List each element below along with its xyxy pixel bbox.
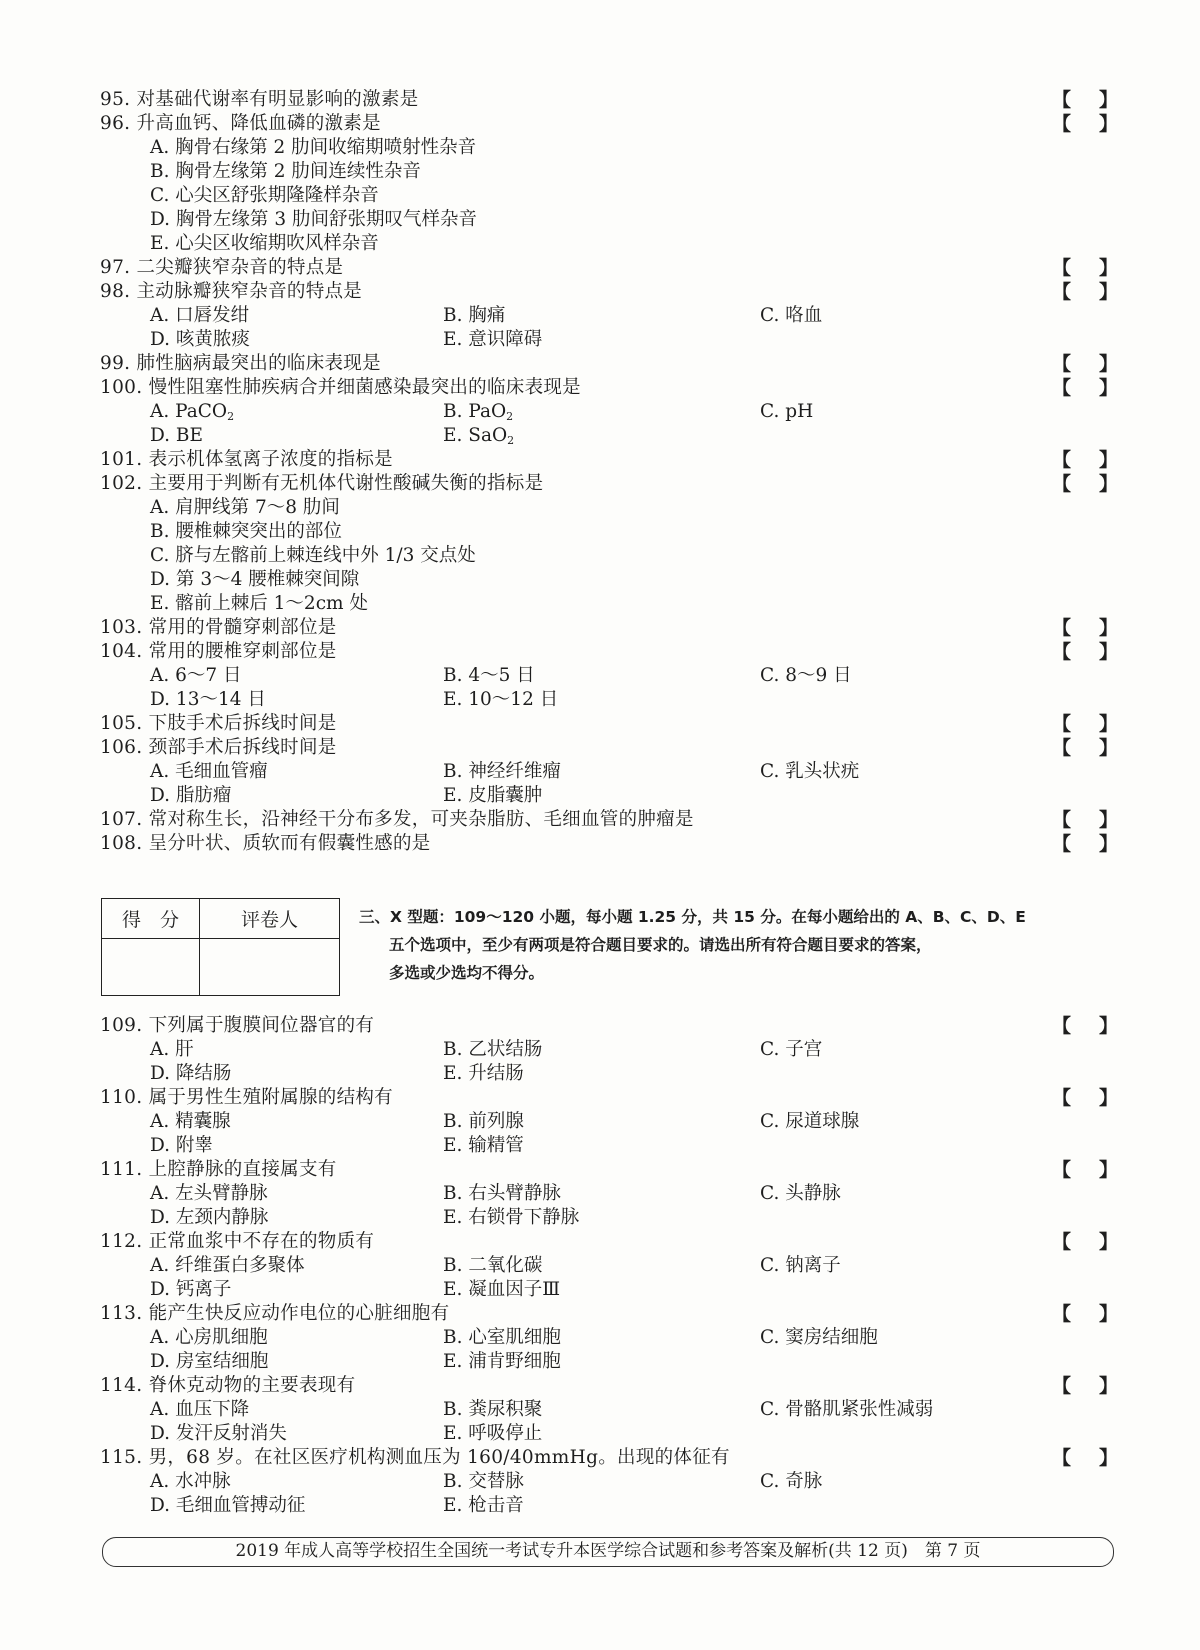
question-text: 104. 常用的腰椎穿刺部位是 [100,641,337,662]
answer-bracket[interactable]: 【 】 [1052,617,1118,639]
answer-bracket[interactable]: 【 】 [1052,641,1118,663]
option-e: E. 输精管 [443,1135,524,1156]
question-text: 96. 升高血钙、降低血磷的激素是 [100,113,381,134]
option-e: E. 呼吸停止 [443,1423,543,1444]
option-a: A. 肩胛线第 7～8 肋间 [150,497,340,518]
option-c: C. 头静脉 [760,1183,841,1204]
question-text: 109. 下列属于腹膜间位器官的有 [100,1015,375,1036]
question-95 [0,88,1200,112]
question-text: 112. 正常血浆中不存在的物质有 [100,1231,375,1252]
option-d: D. 毛细血管搏动征 [150,1495,306,1516]
option-d: D. 发汗反射消失 [150,1423,287,1444]
question-text: 102. 主要用于判断有无机体代谢性酸碱失衡的指标是 [100,473,544,494]
option-c: C. 心尖区舒张期隆隆样杂音 [150,185,379,206]
question-text: 97. 二尖瓣狭窄杂音的特点是 [100,257,344,278]
option-a: A. 左头臂静脉 [150,1183,268,1204]
answer-bracket[interactable]: 【 】 [1052,1447,1118,1469]
option-b: B. 二氧化碳 [443,1255,543,1276]
option-d: D. 房室结细胞 [150,1351,269,1372]
option-e: E. 髂前上棘后 1～2cm 处 [150,593,368,614]
option-c: C. 钠离子 [760,1255,841,1276]
option-a: A. 胸骨右缘第 2 肋间收缩期喷射性杂音 [150,137,477,158]
question-text: 115. 男，68 岁。在社区医疗机构测血压为 160/40mmHg。出现的体征有 [100,1447,730,1468]
question-text: 106. 颈部手术后拆线时间是 [100,737,337,758]
option-e: E. 升结肠 [443,1063,524,1084]
answer-bracket[interactable]: 【 】 [1052,1087,1118,1109]
option-d: D. 脂肪瘤 [150,785,232,806]
score-table [101,898,340,996]
question-106 [0,736,1200,760]
question-99 [0,352,1200,376]
question-111 [0,1158,1200,1182]
question-text: 105. 下肢手术后拆线时间是 [100,713,337,734]
option-c: C. 子宫 [760,1039,823,1060]
question-98 [0,280,1200,304]
option-c: C. 奇脉 [760,1471,823,1492]
option-e: E. SaO$_2$ [443,425,515,447]
grader-cell[interactable] [200,939,339,995]
question-text: 108. 呈分叶状、质软而有假囊性感的是 [100,833,431,854]
question-102 [0,472,1200,496]
option-a: A. PaCO$_2$ [150,401,235,423]
option-d: D. 降结肠 [150,1063,232,1084]
option-e: E. 枪击音 [443,1495,524,1516]
option-d: D. BE [150,425,204,446]
question-text: 95. 对基础代谢率有明显影响的激素是 [100,89,419,110]
question-113 [0,1302,1200,1326]
question-104 [0,640,1200,664]
question-text: 98. 主动脉瓣狭窄杂音的特点是 [100,281,363,302]
option-a: A. 精囊腺 [150,1111,231,1132]
option-b: B. 腰椎棘突突出的部位 [150,521,342,542]
answer-bracket[interactable]: 【 】 [1052,113,1118,135]
answer-bracket[interactable]: 【 】 [1052,1159,1118,1181]
option-a: A. 肝 [150,1039,194,1060]
option-d: D. 胸骨左缘第 3 肋间舒张期叹气样杂音 [150,209,477,230]
question-115 [0,1446,1200,1470]
option-c: C. 乳头状疣 [760,761,860,782]
question-101 [0,448,1200,472]
answer-bracket[interactable]: 【 】 [1052,1231,1118,1253]
question-105 [0,712,1200,736]
option-e: E. 凝血因子Ⅲ [443,1279,561,1300]
option-b: B. 前列腺 [443,1111,524,1132]
answer-bracket[interactable]: 【 】 [1052,89,1118,111]
question-107 [0,808,1200,832]
answer-bracket[interactable]: 【 】 [1052,833,1118,855]
option-c: C. pH [760,401,814,422]
option-c: C. 咯血 [760,305,823,326]
score-header: 得 分 [102,899,200,939]
answer-bracket[interactable]: 【 】 [1052,809,1118,831]
option-d: D. 13～14 日 [150,689,266,710]
option-a: A. 心房肌细胞 [150,1327,268,1348]
option-b: B. 胸骨左缘第 2 肋间连续性杂音 [150,161,421,182]
option-b: B. 右头臂静脉 [443,1183,561,1204]
option-b: B. 神经纤维瘤 [443,761,561,782]
option-e: E. 意识障碍 [443,329,543,350]
score-cell[interactable] [102,939,200,995]
option-a: A. 6～7 日 [150,665,242,686]
option-c: C. 8～9 日 [760,665,852,686]
option-e: E. 浦肯野细胞 [443,1351,561,1372]
option-b: B. 交替脉 [443,1471,524,1492]
grader-header: 评卷人 [200,899,339,939]
answer-bracket[interactable]: 【 】 [1052,1303,1118,1325]
section-3-instructions: 三、X 型题：109～120 小题，每小题 1.25 分，共 15 分。在每小题给出的 A、B、C、D、E 五个选项中，至少有两项是符合题目要求的。请选出所有符合题目要求的答案， 多选或少选均不得分。 [359,908,1026,982]
option-c: C. 脐与左髂前上棘连线中外 1/3 交点处 [150,545,476,566]
question-text: 110. 属于男性生殖附属腺的结构有 [100,1087,393,1108]
option-e: E. 10～12 日 [443,689,559,710]
page-footer: 2019 年成人高等学校招生全国统一考试专升本医学综合试题和参考答案及解析(共 12 页) 第 7 页 [102,1537,1114,1567]
question-108 [0,832,1200,856]
answer-bracket[interactable]: 【 】 [1052,449,1118,471]
option-b: B. 胸痛 [443,305,506,326]
answer-bracket[interactable]: 【 】 [1052,353,1118,375]
answer-bracket[interactable]: 【 】 [1052,713,1118,735]
answer-bracket[interactable]: 【 】 [1052,1015,1118,1037]
option-b: B. 4～5 日 [443,665,535,686]
question-text: 100. 慢性阻塞性肺疾病合并细菌感染最突出的临床表现是 [100,377,581,398]
answer-bracket[interactable]: 【 】 [1052,257,1118,279]
option-d: D. 附睾 [150,1135,213,1156]
question-text: 111. 上腔静脉的直接属支有 [100,1159,337,1180]
question-109 [0,1014,1200,1038]
option-a: A. 口唇发绀 [150,305,250,326]
option-d: D. 咳黄脓痰 [150,329,250,350]
option-d: D. 第 3～4 腰椎棘突间隙 [150,569,360,590]
option-e: E. 右锁骨下静脉 [443,1207,580,1228]
option-c: C. 窦房结细胞 [760,1327,878,1348]
option-a: A. 毛细血管瘤 [150,761,268,782]
option-b: B. 心室肌细胞 [443,1327,561,1348]
question-96 [0,112,1200,136]
question-97 [0,256,1200,280]
answer-bracket[interactable]: 【 】 [1052,377,1118,399]
option-e: E. 皮脂囊肿 [443,785,543,806]
option-d: D. 左颈内静脉 [150,1207,269,1228]
answer-bracket[interactable]: 【 】 [1052,737,1118,759]
option-a: A. 纤维蛋白多聚体 [150,1255,305,1276]
option-c: C. 尿道球腺 [760,1111,860,1132]
option-a: A. 血压下降 [150,1399,250,1420]
option-e: E. 心尖区收缩期吹风样杂音 [150,233,379,254]
question-110 [0,1086,1200,1110]
option-b: B. PaO$_2$ [443,401,514,423]
question-text: 101. 表示机体氢离子浓度的指标是 [100,449,393,470]
answer-bracket[interactable]: 【 】 [1052,281,1118,303]
answer-bracket[interactable]: 【 】 [1052,473,1118,495]
option-d: D. 钙离子 [150,1279,232,1300]
question-text: 113. 能产生快反应动作电位的心脏细胞有 [100,1303,450,1324]
option-b: B. 乙状结肠 [443,1039,543,1060]
question-text: 103. 常用的骨髓穿刺部位是 [100,617,337,638]
question-text: 107. 常对称生长，沿神经干分布多发，可夹杂脂肪、毛细血管的肿瘤是 [100,809,694,830]
option-b: B. 粪尿积聚 [443,1399,543,1420]
question-100 [0,376,1200,400]
question-112 [0,1230,1200,1254]
question-103 [0,616,1200,640]
question-text: 114. 脊休克动物的主要表现有 [100,1375,356,1396]
question-114 [0,1374,1200,1398]
option-a: A. 水冲脉 [150,1471,231,1492]
question-text: 99. 肺性脑病最突出的临床表现是 [100,353,381,374]
option-c: C. 骨骼肌紧张性减弱 [760,1399,934,1420]
answer-bracket[interactable]: 【 】 [1052,1375,1118,1397]
